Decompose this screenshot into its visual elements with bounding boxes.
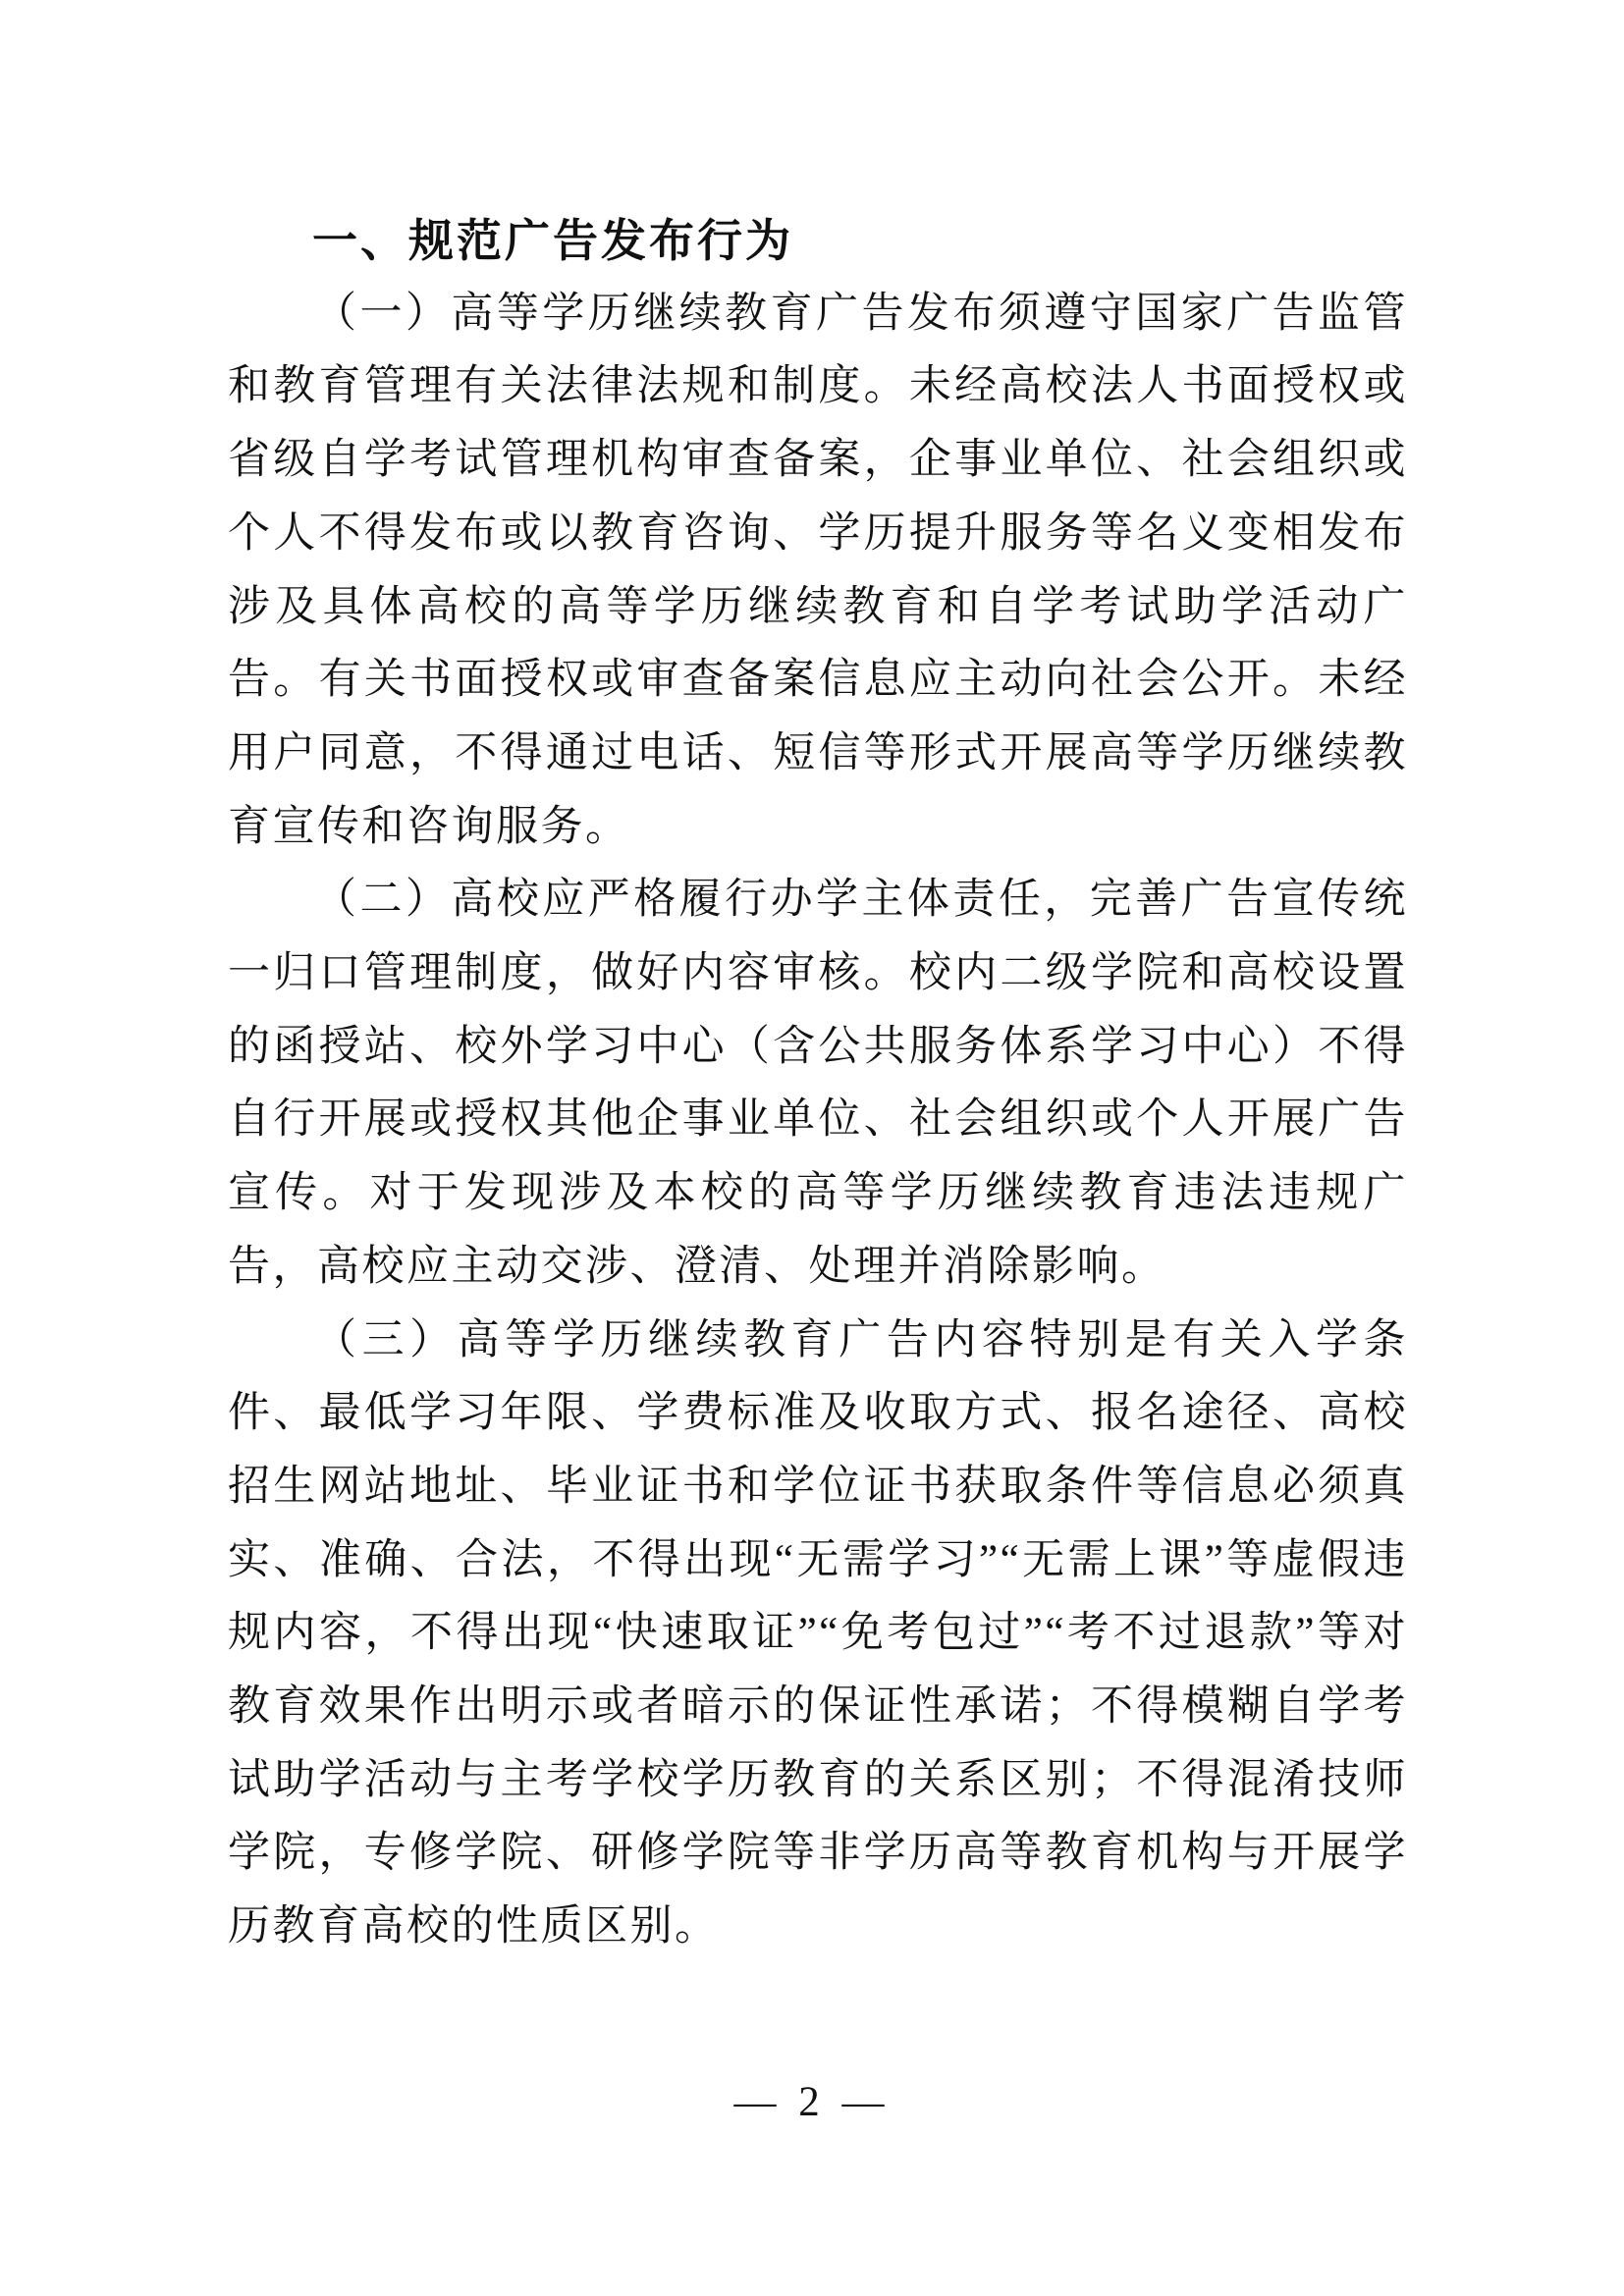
text-line: 告。有关书面授权或审查备案信息应主动向社会公开。未经 [228,657,1408,704]
text-line: 告，高校应主动交涉、澄清、处理并消除影响。 [228,1243,1166,1290]
text-line: 学院，专修学院、研修学院等非学历高等教育机构与开展学 [228,1830,1408,1877]
text-line: 件、最低学习年限、学费标准及收取方式、报名途径、高校 [228,1390,1408,1437]
text-line: 个人不得发布或以教育咨询、学历提升服务等名义变相发布 [228,509,1408,557]
text-line: 试助学活动与主考学校学历教育的关系区别；不得混淆技师 [228,1756,1408,1803]
text-line: 招生网站地址、毕业证书和学位证书获取条件等信息必须真 [228,1463,1408,1510]
text-line: 教育效果作出明示或者暗示的保证性承诺；不得模糊自学考 [228,1683,1408,1731]
document-body [228,204,1408,1964]
section-heading: 一、规范广告发布行为 [312,215,793,266]
text-line: 育宣传和咨询服务。 [228,803,630,850]
page-number: — 2 — [733,2079,891,2125]
text-line: 实、准确、合法，不得出现“无需学习”“无需上课”等虚假违 [228,1536,1408,1583]
text-line: 历教育高校的性质区别。 [228,1903,720,1950]
text-line: 和教育管理有关法律法规和制度。未经高校法人书面授权或 [228,363,1408,410]
text-line: 一归口管理制度，做好内容审核。校内二级学院和高校设置 [228,950,1408,997]
text-line: （二）高校应严格履行办学主体责任，完善广告宣传统 [314,877,1408,924]
text-line: （三）高等学历继续教育广告内容特别是有关入学条 [314,1316,1408,1363]
text-line: （一）高等学历继续教育广告发布须遵守国家广告监管 [314,290,1408,337]
text-line: 省级自学考试管理机构审查备案，企事业单位、社会组织或 [228,437,1408,484]
text-line: 用户同意，不得通过电话、短信等形式开展高等学历继续教 [228,729,1408,776]
text-line: 涉及具体高校的高等学历继续教育和自学考试助学活动广 [228,583,1408,630]
text-line: 规内容，不得出现“快速取证”“免考包过”“考不过退款”等对 [228,1610,1408,1657]
text-line: 宣传。对于发现涉及本校的高等学历继续教育违法违规广 [228,1170,1408,1217]
text-line: 自行开展或授权其他企事业单位、社会组织或个人开展广告 [228,1096,1408,1144]
text-line: 的函授站、校外学习中心（含公共服务体系学习中心）不得 [228,1023,1408,1070]
